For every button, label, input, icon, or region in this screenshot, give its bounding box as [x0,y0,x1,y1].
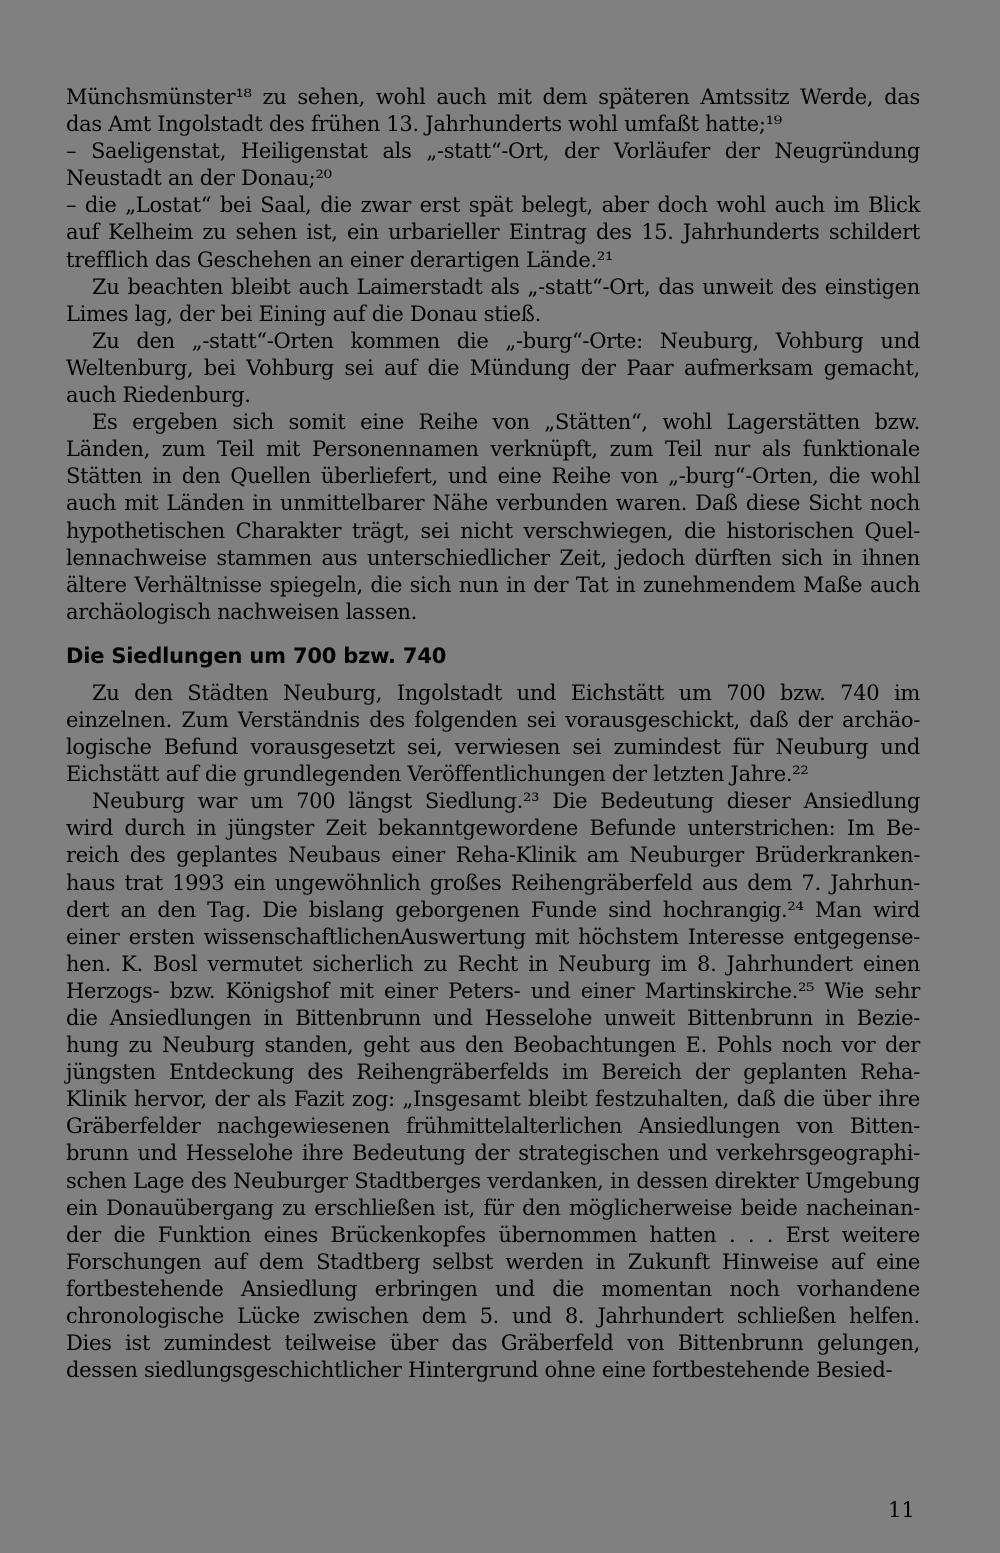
paragraph [66,409,920,626]
text-line: Forschungen auf dem Stadtberg selbst werden in Zukunft Hinweise auf eine [66,1249,920,1274]
text-line: chronologische Lücke zwischen dem 5. und 8. Jahrhundert schließen helfen. [66,1304,920,1329]
paragraph [66,138,920,192]
text-line: Neustadt an der Donau;²⁰ [66,166,332,191]
text-line: Limes lag, der bei Eining auf die Donau stieß. [66,301,542,326]
text-line: Weltenburg, bei Vohburg sei auf die Mündung der Paar aufmerksam gemacht, [66,355,920,380]
text-line: einer ersten wissenschaftlichenAuswertung mit höchstem Interesse entgegense- [66,924,920,949]
text-line: Dies ist zumindest teilweise über das Gräberfeld von Bittenbrunn gelungen, [66,1331,920,1356]
page-number: 11 [888,1498,915,1522]
text-line: schen Lage des Neuburger Stadtberges verdanken, in dessen direkter Umgebung [66,1168,920,1193]
text-line: archäologisch nachweisen lassen. [66,599,417,624]
section-heading: Die Siedlungen um 700 bzw. 740 [66,643,447,668]
text-line: reich des geplantes Neubaus einer Reha-Klinik am Neuburger Brüderkranken- [66,843,920,868]
text-block-top [66,84,920,626]
text-line: hypothetischen Charakter trägt, sei nicht verschwiegen, die historischen Quel- [66,518,920,543]
text-line: Eichstätt auf die grundlegenden Veröffentlichungen der letzten Jahre.²² [66,762,809,787]
text-line: logische Befund vorausgesetzt sei, verwiesen sei zumindest für Neuburg und [66,735,920,760]
text-line: Herzogs- bzw. Königshof mit einer Peters- und einer Martinskirche.²⁵ Wie sehr [66,978,920,1003]
paragraph [66,328,920,409]
text-line: fortbestehende Ansiedlung erbringen und die momentan noch vorhandene [66,1276,920,1301]
text-line: trefflich das Geschehen an einer derartigen Lände.²¹ [66,247,614,272]
text-line: die Ansiedlungen in Bittenbrunn und Hesselohe unweit Bittenbrunn in Bezie- [66,1006,920,1030]
paragraph [66,192,920,273]
text-line: Zu den „-statt“-Orten kommen die „-burg“-Orte: Neuburg, Vohburg und [92,328,920,353]
text-line: hen. K. Bosl vermutet sicherlich zu Recht in Neuburg im 8. Jahrhundert einen [66,951,920,976]
text-line: – die „Lostat“ bei Saal, die zwar erst spät belegt, aber doch wohl auch im Blick [66,193,920,218]
text-line: einzelnen. Zum Verständnis des folgenden sei vorausgeschickt, daß der archäo- [66,707,920,732]
text-line: – Saeligenstat, Heiligenstat als „-statt“-Ort, der Vorläufer der Neugründung [66,139,920,164]
paragraph [66,274,920,328]
text-line: Es ergeben sich somit eine Reihe von „Stätten“, wohl Lagerstätten bzw. [92,410,920,435]
text-line: das Amt Ingolstadt des frühen 13. Jahrhunderts wohl umfaßt hatte;¹⁹ [66,112,782,137]
text-line: ein Donauübergang zu erschließen ist, für den möglicherweise beide nacheinan- [66,1195,920,1220]
text-line: Neuburg war um 700 längst Siedlung.²³ Die Bedeutung dieser Ansiedlung [92,789,920,814]
text-line: lennachweise stammen aus unterschiedlicher Zeit, jedoch dürften sich in ihnen [66,545,920,570]
text-line: auch Riedenburg. [66,383,251,408]
text-line: dert an den Tag. Die bislang geborgenen Funde sind hochrangig.²⁴ Man wird [66,897,920,922]
text-line: Zu beachten bleibt auch Laimerstadt als „-statt“-Ort, das unweit des einstigen [92,274,920,299]
text-line: Zu den Städten Neuburg, Ingolstadt und Eichstätt um 700 bzw. 740 im [92,680,920,705]
text-line: auch mit Länden in unmittelbarer Nähe verbunden waren. Daß diese Sicht noch [66,491,920,516]
text-line: der die Funktion eines Brückenkopfes übernommen hatten . . . Erst weitere [66,1222,920,1247]
text-line: haus trat 1993 ein ungewöhnlich großes Reihengräberfeld aus dem 7. Jahrhun- [66,870,920,895]
text-line: Stätten in den Quellen überliefert, und eine Reihe von „-burg“-Orten, die wohl [66,464,920,489]
text-line: dessen siedlungsgeschichtlicher Hintergrund ohne eine fortbestehende Besied- [66,1358,893,1383]
page-body [66,84,920,1384]
text-line: jüngsten Entdeckung des Reihengräberfelds im Bereich der geplanten Reha- [66,1060,920,1085]
paragraph [66,680,920,788]
paragraph [66,788,920,1384]
text-line: wird durch in jüngster Zeit bekanntgewordene Befunde unterstrichen: Im Be- [66,816,920,841]
text-line: Länden, zum Teil mit Personennamen verknüpft, zum Teil nur als funktionale [66,437,920,462]
text-block-bottom [66,680,920,1384]
text-line: hung zu Neuburg standen, geht aus den Beobachtungen E. Pohls noch vor der [66,1033,920,1058]
text-line: Klinik hervor, der als Fazit zog: „Insgesamt bleibt festzuhalten, daß die über ihre [66,1087,920,1112]
text-line: Münchsmünster¹⁸ zu sehen, wohl auch mit dem späteren Amtssitz Werde, das [66,85,920,109]
text-line: ältere Verhältnisse spiegeln, die sich nun in der Tat in zunehmendem Maße auch [66,572,920,597]
text-line: Gräberfelder nachgewiesenen frühmittelalterlichen Ansiedlungen von Bitten- [66,1114,920,1139]
paragraph [66,84,920,138]
text-line: auf Kelheim zu sehen ist, ein urbarieller Eintrag des 15. Jahrhunderts schildert [66,220,920,245]
text-line: brunn und Hesselohe ihre Bedeutung der strategischen und verkehrsgeographi- [66,1141,920,1166]
